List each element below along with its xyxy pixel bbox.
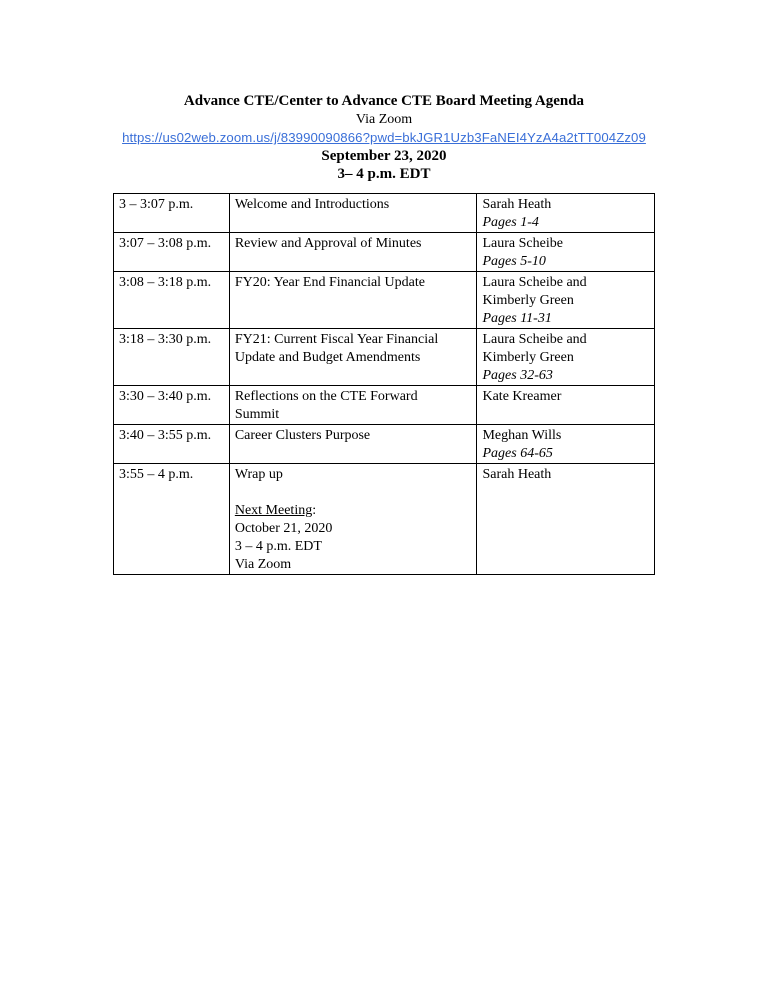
agenda-row: [114, 464, 655, 575]
agenda-item: Welcome and Introductions: [234, 197, 390, 212]
agenda-row: [114, 386, 655, 425]
agenda-item: Reflections on the CTE Forward: [234, 389, 418, 404]
pages-reference: Pages 5-10: [482, 254, 546, 269]
item-cell: [229, 386, 477, 425]
agenda-item: Wrap up: [234, 467, 283, 482]
next-meeting-heading: [235, 502, 472, 520]
presenter-name: Meghan Wills: [482, 428, 562, 443]
presenter-cell: [477, 194, 655, 233]
next-meeting-date: October 21, 2020: [234, 521, 333, 536]
meeting-date: September 23, 2020: [321, 148, 447, 164]
time-cell: [114, 464, 230, 575]
item-cell: [229, 329, 477, 386]
next-meeting-location: Via Zoom: [234, 557, 292, 572]
presenter-cell: [477, 272, 655, 329]
agenda-row: [114, 233, 655, 272]
time-cell: [114, 425, 230, 464]
presenter-name: Sarah Heath: [482, 197, 552, 212]
presenter-cell: [477, 233, 655, 272]
next-meeting-colon: :: [312, 503, 317, 518]
time-cell: [114, 194, 230, 233]
spacer: [235, 484, 472, 502]
presenter-name: Kate Kreamer: [482, 389, 562, 404]
time-cell: [114, 386, 230, 425]
item-cell: [229, 194, 477, 233]
item-cell: [229, 233, 477, 272]
agenda-table: [113, 193, 655, 575]
agenda-item: Summit: [234, 407, 280, 422]
pages-reference: Pages 64-65: [482, 446, 553, 461]
presenter-name: Laura Scheibe: [482, 236, 563, 251]
presenter-name: Laura Scheibe and: [482, 332, 587, 347]
pages-reference: Pages 32-63: [482, 368, 553, 383]
presenter-cell: [477, 329, 655, 386]
time-slot: 3:40 – 3:55 p.m.: [119, 428, 212, 443]
presenter-cell: [477, 425, 655, 464]
item-cell: [229, 425, 477, 464]
agenda-title: Advance CTE/Center to Advance CTE Board Meeting Agenda: [183, 93, 585, 109]
time-cell: [114, 272, 230, 329]
presenter-name: Sarah Heath: [482, 467, 552, 482]
agenda-header: [0, 92, 768, 183]
agenda-row: [114, 329, 655, 386]
agenda-row: [114, 425, 655, 464]
time-slot: 3:30 – 3:40 p.m.: [119, 389, 212, 404]
presenter-name: Kimberly Green: [482, 293, 574, 308]
time-cell: [114, 233, 230, 272]
agenda-item: Review and Approval of Minutes: [234, 236, 422, 251]
time-slot: 3 – 3:07 p.m.: [119, 197, 194, 212]
next-meeting-label: Next Meeting: [234, 503, 313, 518]
meeting-location: Via Zoom: [355, 112, 413, 127]
pages-reference: Pages 1-4: [482, 215, 539, 230]
pages-reference: Pages 11-31: [482, 311, 552, 326]
agenda-item: FY21: Current Fiscal Year Financial: [234, 332, 439, 347]
time-slot: 3:55 – 4 p.m.: [119, 467, 194, 482]
next-meeting-time: 3 – 4 p.m. EDT: [234, 539, 322, 554]
item-cell: [229, 272, 477, 329]
agenda-item: Update and Budget Amendments: [234, 350, 421, 365]
agenda-item: Career Clusters Purpose: [234, 428, 371, 443]
time-cell: [114, 329, 230, 386]
time-slot: 3:18 – 3:30 p.m.: [119, 332, 212, 347]
zoom-link[interactable]: https://us02web.zoom.us/j/83990090866?pwd=bkJGR1Uzb3FaNEI4YzA4a2tTT004Zz09: [122, 130, 646, 145]
presenter-name: Laura Scheibe and: [482, 275, 587, 290]
meeting-time: 3– 4 p.m. EDT: [337, 166, 431, 182]
agenda-item: FY20: Year End Financial Update: [234, 275, 425, 290]
agenda-row: [114, 194, 655, 233]
presenter-name: Kimberly Green: [482, 350, 574, 365]
time-slot: 3:08 – 3:18 p.m.: [119, 275, 212, 290]
time-slot: 3:07 – 3:08 p.m.: [119, 236, 212, 251]
item-cell: [229, 464, 477, 575]
presenter-cell: [477, 464, 655, 575]
presenter-cell: [477, 386, 655, 425]
agenda-row: [114, 272, 655, 329]
